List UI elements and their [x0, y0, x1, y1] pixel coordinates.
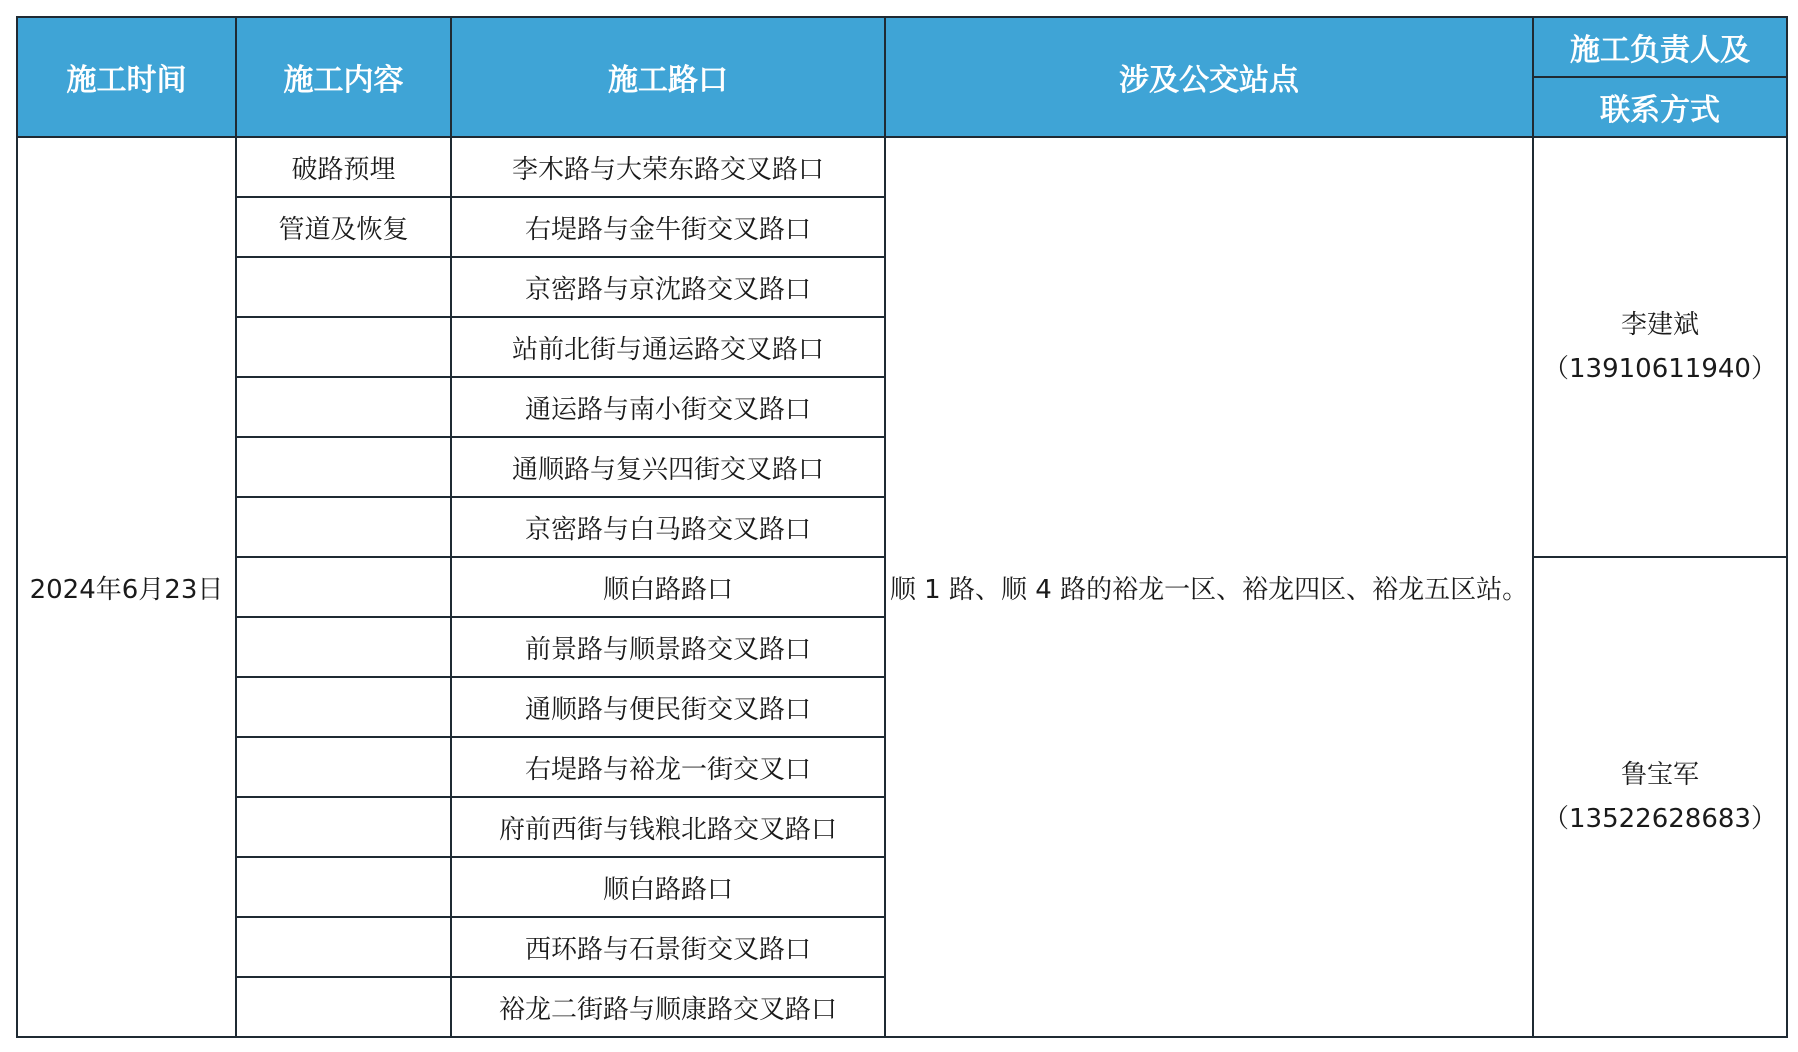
contact-phone: （13522628683） [1543, 804, 1777, 834]
content-cell [236, 317, 451, 377]
content-cell [236, 557, 451, 617]
intersection-cell: 右堤路与裕龙一街交叉口 [451, 737, 885, 797]
header-contact-line2: 联系方式 [1533, 77, 1787, 137]
intersection-cell: 通顺路与复兴四街交叉路口 [451, 437, 885, 497]
table-header [17, 17, 1787, 137]
intersection-cell: 京密路与白马路交叉路口 [451, 497, 885, 557]
intersection-cell: 裕龙二街路与顺康路交叉路口 [451, 977, 885, 1037]
intersection-cell: 李木路与大荣东路交叉路口 [451, 137, 885, 197]
content-cell: 管道及恢复 [236, 197, 451, 257]
intersection-cell: 站前北街与通运路交叉路口 [451, 317, 885, 377]
intersection-cell: 右堤路与金牛街交叉路口 [451, 197, 885, 257]
content-cell [236, 737, 451, 797]
table-body [17, 137, 1787, 1037]
content-cell: 破路预埋 [236, 137, 451, 197]
intersection-cell: 顺白路路口 [451, 857, 885, 917]
content-cell [236, 797, 451, 857]
construction-schedule-table [16, 16, 1788, 1038]
content-cell [236, 677, 451, 737]
contact-cell [1533, 137, 1787, 557]
intersection-cell: 通运路与南小街交叉路口 [451, 377, 885, 437]
content-cell [236, 977, 451, 1037]
content-cell [236, 917, 451, 977]
content-cell [236, 497, 451, 557]
header-contact-line1: 施工负责人及 [1533, 17, 1787, 77]
content-cell [236, 857, 451, 917]
contact-name: 李建斌 [1620, 310, 1699, 340]
header-row [17, 17, 1787, 77]
date-cell: 2024年6月23日 [17, 137, 236, 1037]
intersection-cell: 前景路与顺景路交叉路口 [451, 617, 885, 677]
header-content: 施工内容 [236, 17, 451, 137]
header-bus-stops: 涉及公交站点 [885, 17, 1533, 137]
header-time: 施工时间 [17, 17, 236, 137]
content-cell [236, 617, 451, 677]
header-intersection: 施工路口 [451, 17, 885, 137]
table-row [17, 137, 1787, 197]
intersection-cell: 西环路与石景街交叉路口 [451, 917, 885, 977]
intersection-cell: 通顺路与便民街交叉路口 [451, 677, 885, 737]
contact-phone: （13910611940） [1543, 354, 1777, 384]
content-cell [236, 257, 451, 317]
content-cell [236, 377, 451, 437]
intersection-cell: 顺白路路口 [451, 557, 885, 617]
contact-name: 鲁宝军 [1620, 760, 1699, 790]
content-cell [236, 437, 451, 497]
bus-stops-cell: 顺 1 路、顺 4 路的裕龙一区、裕龙四区、裕龙五区站。 [885, 137, 1533, 1037]
intersection-cell: 京密路与京沈路交叉路口 [451, 257, 885, 317]
schedule-sheet [16, 16, 1786, 1036]
intersection-cell: 府前西街与钱粮北路交叉路口 [451, 797, 885, 857]
contact-cell [1533, 557, 1787, 1037]
